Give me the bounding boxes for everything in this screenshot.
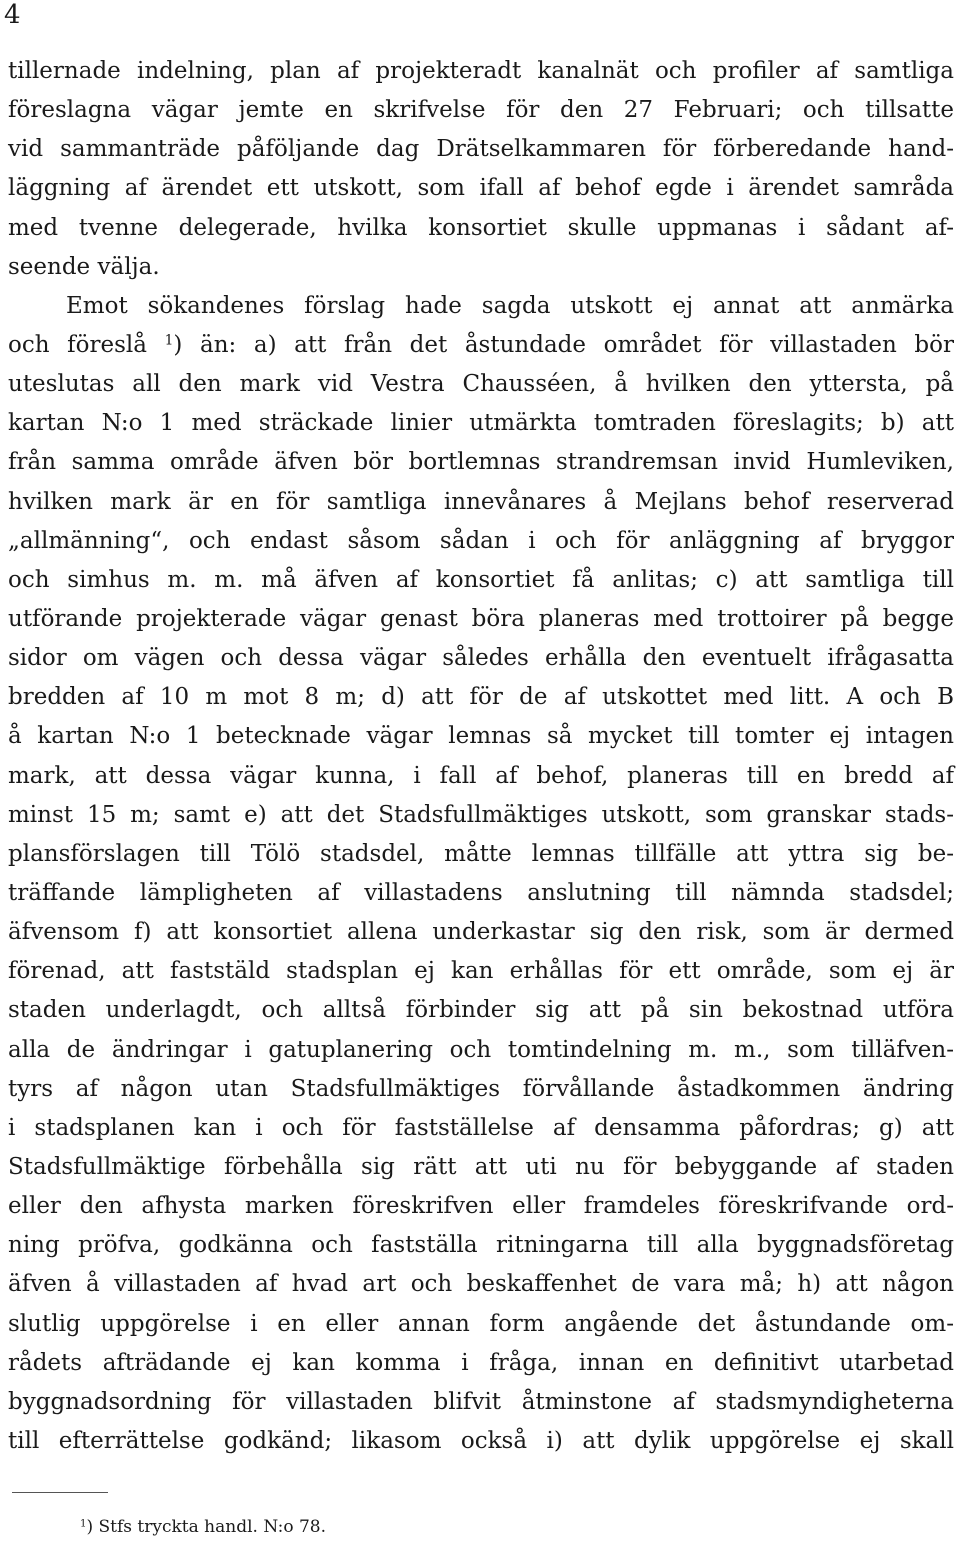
text-line: i stadsplanen kan i och för fastställelse af densamma påfordras; g) att	[8, 1114, 954, 1141]
text-line: till efterrättelse godkänd; likasom också i) att dylik uppgörelse ej skall	[8, 1427, 954, 1454]
body-text	[8, 52, 954, 1461]
footnote-divider	[12, 1492, 108, 1493]
text-line: kartan N:o 1 med sträckade linier utmärkta tomtraden föreslagits; b) att	[8, 410, 954, 437]
text-line: rådets afträdande ej kan komma i fråga, innan en definitivt utarbetad	[8, 1349, 954, 1376]
text-line: träffande lämpligheten af villastadens anslutning till nämnda stadsdel;	[8, 879, 954, 906]
text-line: mark, att dessa vägar kunna, i fall af behof, planeras till en bredd af	[8, 762, 954, 789]
footnote	[80, 1514, 326, 1540]
text-line-with-footnote-ref	[8, 326, 954, 365]
text-line: seende välja.	[8, 253, 160, 280]
text-line: „allmänning“, och endast såsom sådan i och för anläggning af bryggor	[8, 527, 954, 554]
text-line: byggnadsordning för villastaden blifvit åtminstone af stadsmyndigheterna	[8, 1388, 954, 1415]
text-line: tyrs af någon utan Stadsfullmäktiges förvållande åstadkommen ändring	[8, 1075, 954, 1102]
text-line: hvilken mark är en för samtliga innevånares å Mejlans behof reserverad	[8, 488, 954, 515]
text-line: å kartan N:o 1 betecknade vägar lemnas så mycket till tomter ej intagen	[8, 723, 954, 750]
text-line: läggning af ärendet ett utskott, som ifall af behof egde i ärendet samråda	[8, 175, 954, 202]
text-line: minst 15 m; samt e) att det Stadsfullmäktiges utskott, som granskar stads-	[8, 801, 954, 828]
text-line: alla de ändringar i gatuplanering och tomtindelning m. m., som tilläfven-	[8, 1036, 954, 1063]
text-line: och simhus m. m. må äfven af konsortiet få anlitas; c) att samtliga till	[8, 566, 954, 593]
text-line: uteslutas all den mark vid Vestra Chausséen, å hvilken den yttersta, på	[8, 371, 954, 398]
text-line: eller den afhysta marken föreskrifven eller framdeles föreskrifvande ord-	[8, 1193, 954, 1220]
text-line: tillernade indelning, plan af projekteradt kanalnät och profiler af samtliga	[8, 58, 954, 84]
text-line: bredden af 10 m mot 8 m; d) att för de af utskottet med litt. A och B	[8, 684, 954, 711]
text-line: slutlig uppgörelse i en eller annan form angående det åstundande om-	[8, 1310, 954, 1337]
text-line: utförande projekterade vägar genast böra planeras med trottoirer på begge	[8, 605, 954, 632]
text-fragment: och föreslå	[8, 331, 147, 358]
footnote-reference: 1	[164, 332, 174, 349]
text-line: ning pröfva, godkänna och fastställa ritningarna till alla byggnadsföretag	[8, 1232, 954, 1259]
footnote-marker: 1	[80, 1518, 87, 1530]
text-line: Stadsfullmäktige förbehålla sig rätt att uti nu för bebyggande af staden	[8, 1153, 954, 1180]
text-line: med tvenne delegerade, hvilka konsortiet skulle uppmanas i sådant af-	[8, 214, 954, 241]
text-line: staden underlagdt, och alltså förbinder sig att på sin bekostnad utföra	[8, 997, 954, 1024]
footnote-text: ) Stfs tryckta handl. N:o 78.	[86, 1517, 327, 1537]
text-line: föreslagna vägar jemte en skrifvelse för den 27 Februari; och tillsatte	[8, 97, 954, 124]
page-number: 4	[4, 0, 21, 30]
text-line: plansförslagen till Tölö stadsdel, måtte lemnas tillfälle att yttra sig be-	[8, 840, 954, 867]
text-fragment: ) än: a) att från det åstundade området för villastaden bör	[173, 331, 954, 358]
text-line: äfvensom f) att konsortiet allena underkastar sig den risk, som är dermed	[8, 919, 954, 946]
text-line: förenad, att faststäld stadsplan ej kan erhållas för ett område, som ej är	[8, 958, 954, 985]
text-line: äfven å villastaden af hvad art och beskaffenhet de vara må; h) att någon	[8, 1271, 954, 1298]
text-line: vid sammanträde påföljande dag Drätselkammaren för förberedande hand-	[8, 136, 954, 163]
text-line: sidor om vägen och dessa vägar således erhålla den eventuelt ifrågasatta	[8, 645, 954, 672]
text-line: Emot sökandenes förslag hade sagda utskott ej annat att anmärka	[66, 292, 954, 319]
text-line: från samma område äfven bör bortlemnas strandremsan invid Humleviken,	[8, 449, 954, 476]
